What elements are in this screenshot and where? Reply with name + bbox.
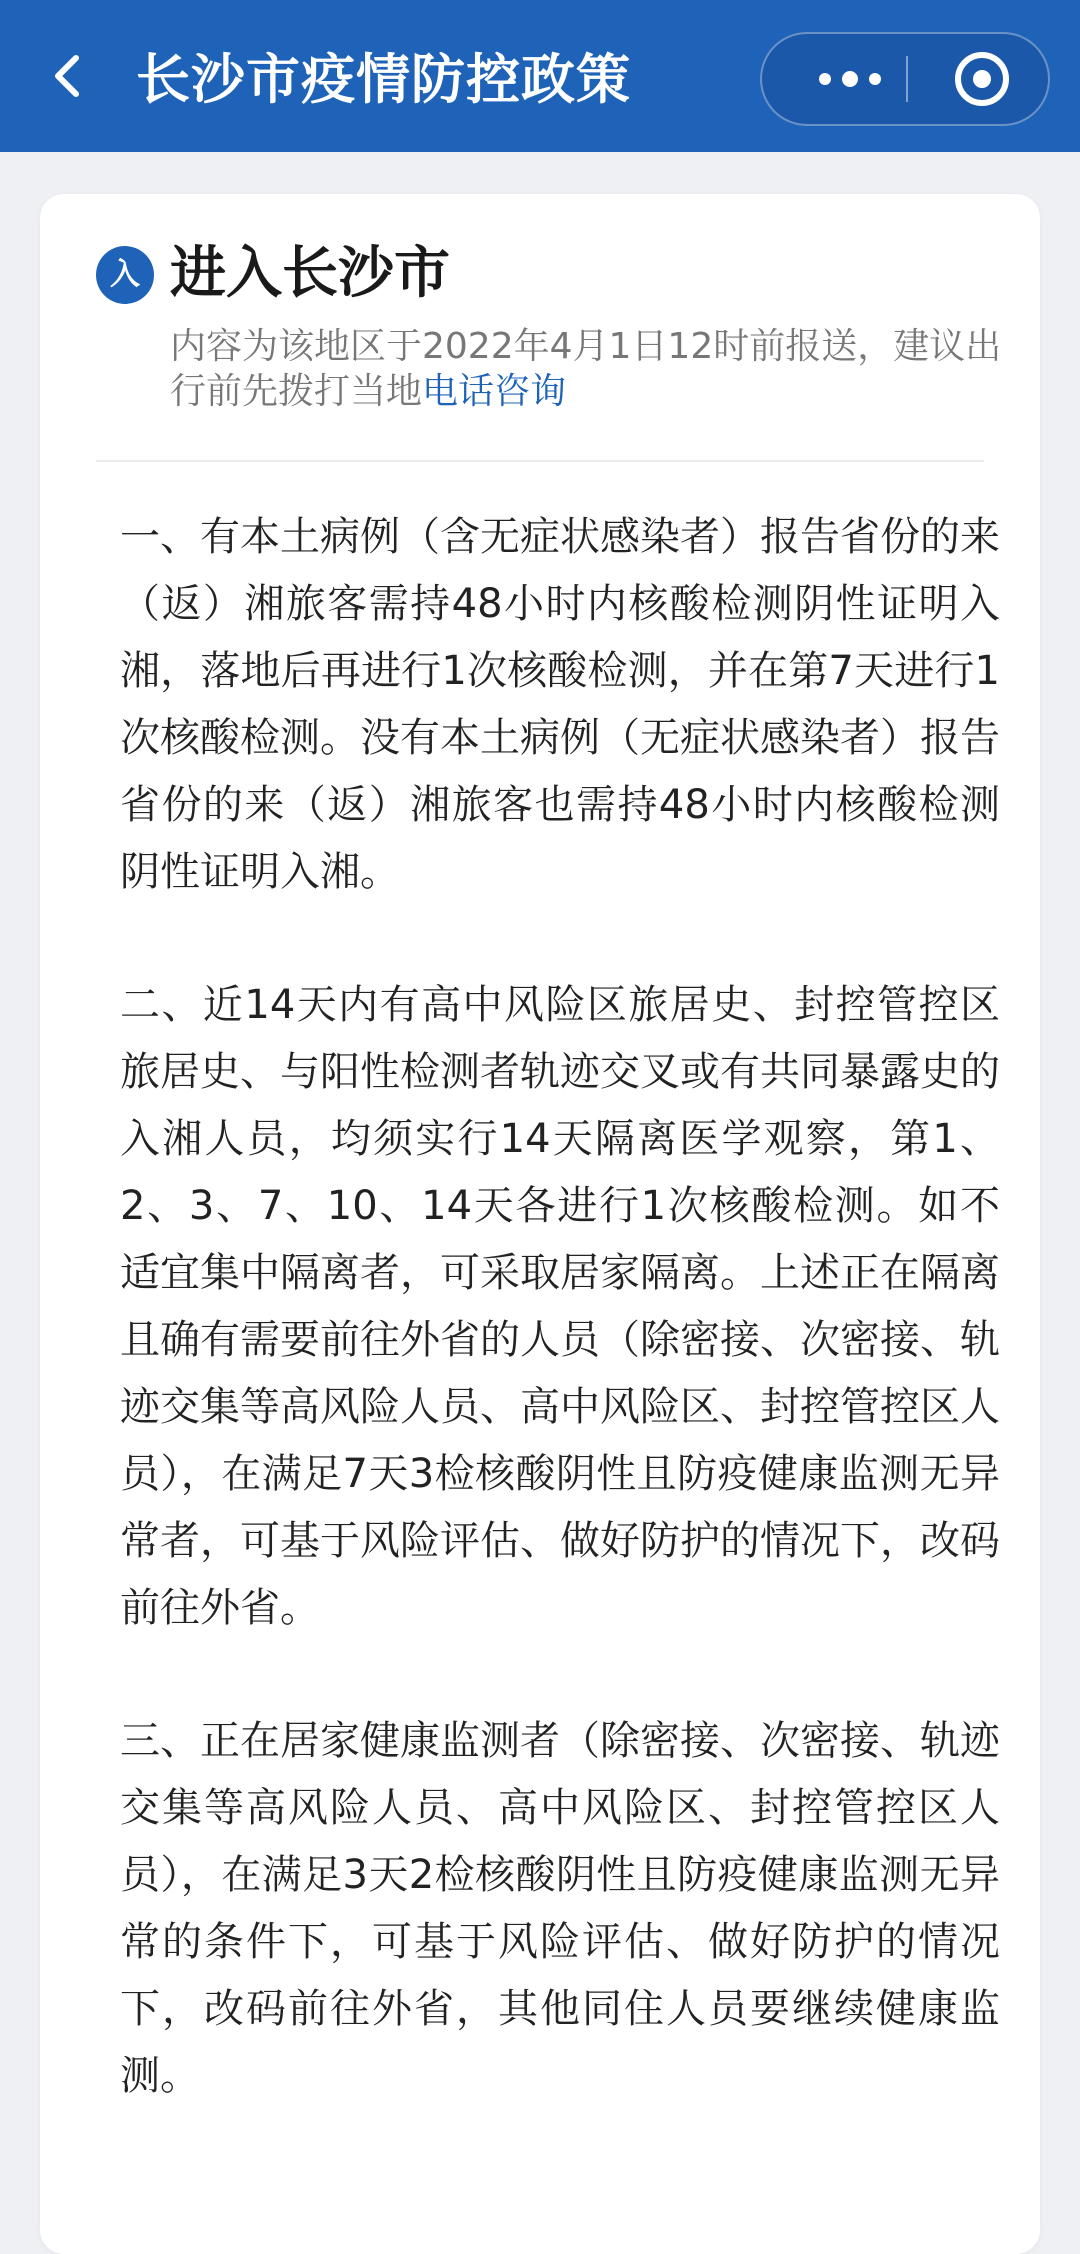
close-circle-icon [952, 49, 1012, 109]
back-arrow-icon [48, 52, 88, 100]
report-note-text: 内容为该地区于2022年4月1日12时前报送，建议出行前先拨打当地 [170, 326, 1002, 412]
report-note [170, 324, 1010, 414]
page-title: 长沙市疫情防控政策 [136, 48, 631, 111]
policy-content [120, 504, 1000, 2176]
header-bar [0, 0, 1080, 152]
policy-paragraph-3: 三、正在居家健康监测者（除密接、次密接、轨迹交集等高风险人员、高中风险区、封控管控区人员），在满足3天2检核酸阴性且防疫健康监测无异常的条件下，可基于风险评估、做好防护的情况下，改码前往外省，其他同住人员要继续健康监测。 [120, 1718, 1000, 2099]
divider-line [96, 460, 984, 462]
more-button[interactable] [800, 34, 900, 124]
policy-paragraph-2: 二、近14天内有高中风险区旅居史、封控管控区旅居史、与阳性检测者轨迹交叉或有共同暴露史的入湘人员，均须实行14天隔离医学观察，第1、2、3、7、10、14天各进行1次核酸检测。如不适宜集中隔离者，可采取居家隔离。上述正在隔离且确有需要前往外省的人员（除密接、次密接、轨迹交集等高风险人员、高中风险区、封控管控区人员），在满足7天3检核酸阴性且防疫健康监测无异常者，可基于风险评估、做好防护的情况下，改码前往外省。 [120, 982, 1000, 1631]
more-dots-icon [815, 69, 885, 89]
section-title: 进入长沙市 [170, 241, 450, 306]
capsule-divider [906, 56, 908, 102]
policy-paragraph-1: 一、有本土病例（含无症状感染者）报告省份的来（返）湘旅客需持48小时内核酸检测阴性证明入湘，落地后再进行1次核酸检测，并在第7天进行1次核酸检测。没有本土病例（无症状感染者）报告省份的来（返）湘旅客也需持48小时内核酸检测阴性证明入湘。 [120, 514, 1000, 895]
back-button[interactable] [32, 40, 104, 112]
mini-program-capsule [760, 32, 1050, 126]
close-button[interactable] [932, 34, 1032, 124]
policy-card [40, 194, 1040, 2254]
entry-badge: 入 [96, 246, 154, 304]
phone-consult-link[interactable]: 电话咨询 [422, 371, 567, 412]
